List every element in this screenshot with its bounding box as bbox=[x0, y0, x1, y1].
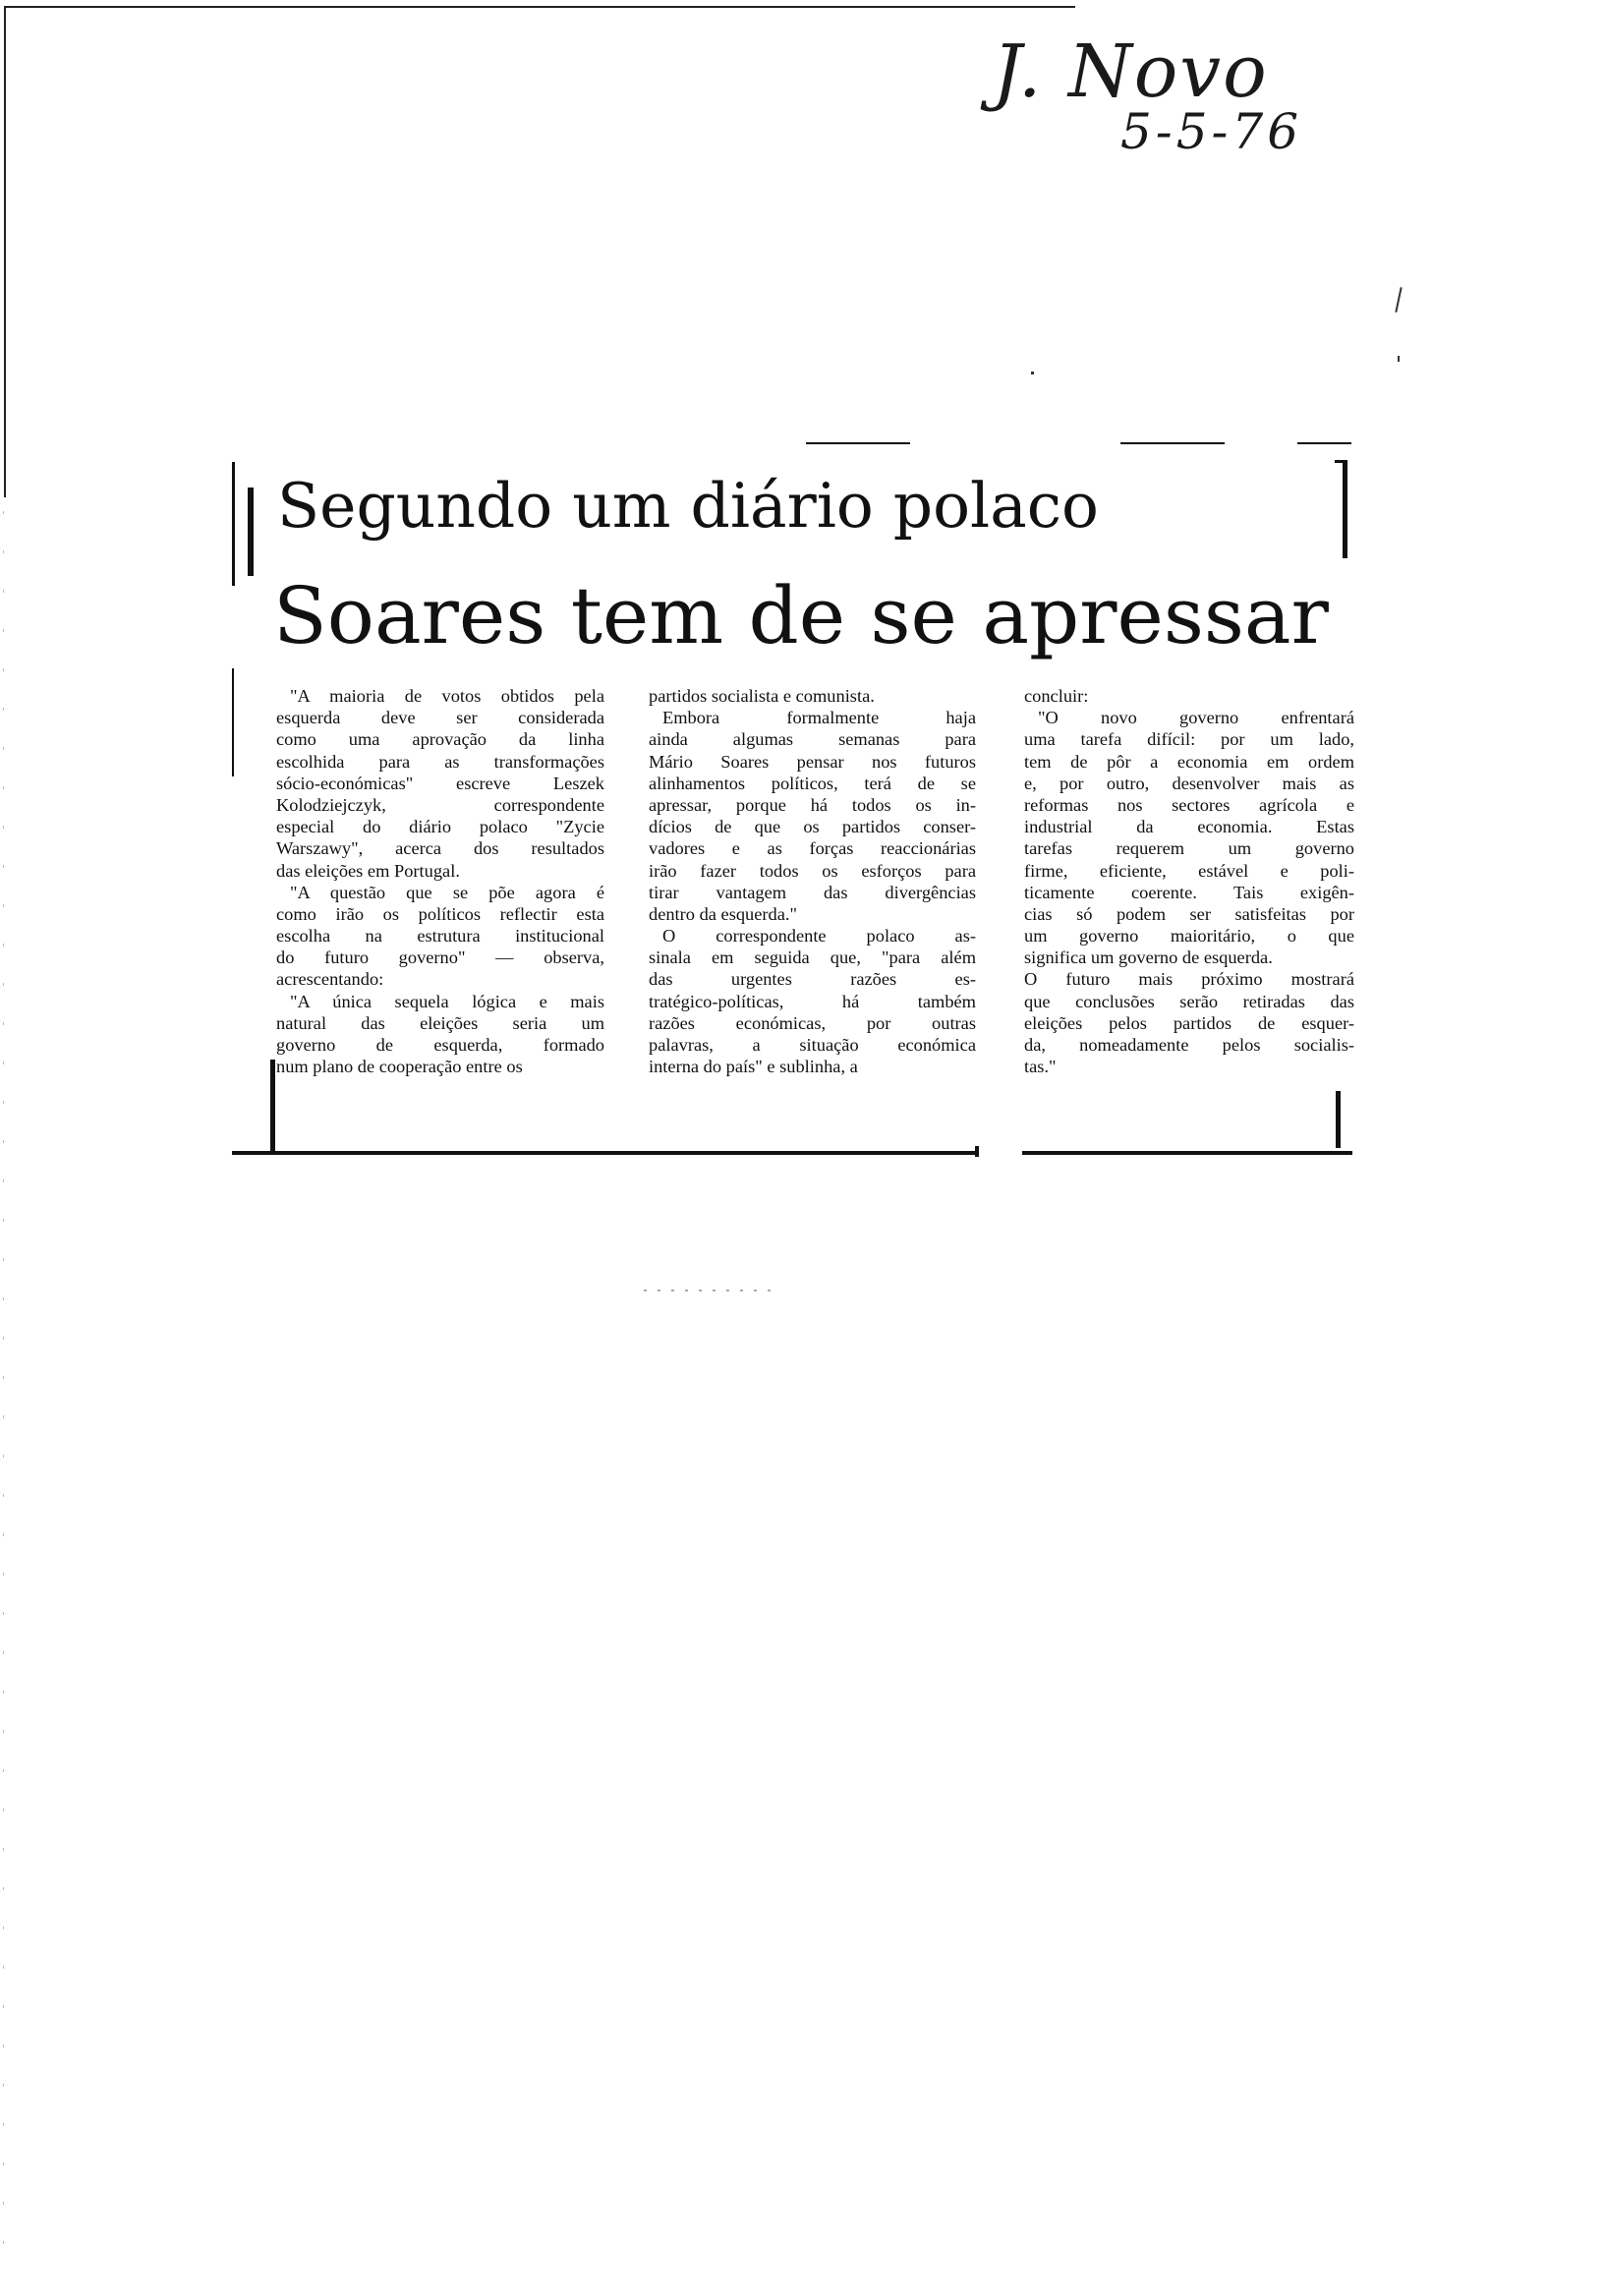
article-line: irão fazer todos os esforços para bbox=[649, 860, 976, 881]
article-line: interna do país" e sublinha, a bbox=[649, 1057, 858, 1077]
article-line: acrescentando: bbox=[276, 969, 384, 990]
bottom-rule-left bbox=[232, 1151, 979, 1155]
article-line: especial do diário polaco "Zycie bbox=[276, 817, 604, 837]
article-line: como uma aprovação da linha bbox=[276, 729, 604, 750]
article-line: ainda algumas semanas para bbox=[649, 729, 976, 750]
article-line: sócio-económicas" escreve Leszek bbox=[276, 773, 604, 793]
article-line: "O novo governo enfrentará bbox=[1038, 708, 1354, 728]
article-line: escolhida para as transformações bbox=[276, 751, 604, 772]
article-line: Mário Soares pensar nos futuros bbox=[649, 751, 976, 772]
column-3-bracket bbox=[1336, 1091, 1341, 1148]
article-line: da, nomeadamente pelos socialis- bbox=[1024, 1035, 1354, 1055]
article-line: tarefas requerem um governo bbox=[1024, 838, 1354, 859]
article-line: cias só podem ser satisfeitas por bbox=[1024, 903, 1354, 924]
article-line: vadores e as forças reaccionárias bbox=[649, 838, 976, 859]
column-left-rule bbox=[232, 668, 234, 776]
scan-margin-dots bbox=[3, 511, 4, 2280]
article-line: industrial da economia. Estas bbox=[1024, 817, 1354, 837]
article-column-2 bbox=[649, 685, 976, 1077]
article-line: firme, eficiente, estável e poli- bbox=[1024, 860, 1354, 881]
article-line: natural das eleições seria um bbox=[276, 1012, 604, 1033]
left-bracket-inner bbox=[248, 488, 254, 576]
article-line: dícios de que os partidos conser- bbox=[649, 817, 976, 837]
article-line: um governo maioritário, o que bbox=[1024, 926, 1354, 947]
article-line: alinhamentos políticos, terá de se bbox=[649, 773, 976, 793]
left-bracket-outer bbox=[232, 462, 235, 586]
article-line: concluir: bbox=[1024, 686, 1089, 706]
stray-mark bbox=[1031, 372, 1034, 374]
article-line: "A única sequela lógica e mais bbox=[290, 991, 604, 1011]
article-line: Kolodziejczyk, correspondente bbox=[276, 794, 604, 815]
right-bracket-foot bbox=[1335, 460, 1346, 463]
article-line: "A maioria de votos obtidos pela bbox=[290, 686, 604, 706]
article-line: dentro da esquerda." bbox=[649, 903, 797, 924]
article-line: ticamente coerente. Tais exigên- bbox=[1024, 882, 1354, 902]
article-line: O futuro mais próximo mostrará bbox=[1024, 969, 1354, 990]
article-line: "A questão que se põe agora é bbox=[290, 882, 604, 902]
article-line: governo de esquerda, formado bbox=[276, 1035, 604, 1055]
bottom-rule-right bbox=[1022, 1151, 1352, 1155]
article-headline: Soares tem de se apressar bbox=[273, 570, 1329, 661]
top-rule bbox=[1297, 442, 1351, 444]
top-rule bbox=[806, 442, 910, 444]
faint-scan-dots bbox=[644, 1290, 781, 1292]
article-line: tas." bbox=[1024, 1057, 1057, 1077]
article-line: significa um governo de esquerda. bbox=[1024, 947, 1273, 968]
handwritten-paper-name: J. Novo bbox=[993, 29, 1269, 114]
article-column-3 bbox=[1024, 685, 1354, 1077]
article-column-1 bbox=[276, 685, 604, 1077]
article-line: Warszawy", acerca dos resultados bbox=[276, 838, 604, 859]
article-line: escolha na estrutura institucional bbox=[276, 926, 604, 947]
article-line: apressar, porque há todos os in- bbox=[649, 794, 976, 815]
article-line: reformas nos sectores agrícola e bbox=[1024, 794, 1354, 815]
article-line: e, por outro, desenvolver mais as bbox=[1024, 773, 1354, 793]
article-line: O correspondente polaco as- bbox=[662, 926, 976, 947]
article-line: que conclusões serão retiradas das bbox=[1024, 991, 1354, 1011]
column-1-bracket bbox=[270, 1060, 275, 1153]
article-line: eleições pelos partidos de esquer- bbox=[1024, 1012, 1354, 1033]
article-kicker: Segundo um diário polaco bbox=[277, 470, 1099, 542]
article-line: do futuro governo" — observa, bbox=[276, 947, 604, 968]
article-line: das eleições em Portugal. bbox=[276, 860, 460, 881]
page-frame-top bbox=[4, 6, 1075, 8]
article-line: razões económicas, por outras bbox=[649, 1012, 976, 1033]
article-line: uma tarefa difícil: por um lado, bbox=[1024, 729, 1354, 750]
article-line: tirar vantagem das divergências bbox=[649, 882, 976, 902]
page-frame-left bbox=[4, 6, 6, 497]
handwritten-date: 5-5-76 bbox=[1120, 103, 1303, 160]
article-line: num plano de cooperação entre os bbox=[276, 1057, 523, 1077]
article-line: partidos socialista e comunista. bbox=[649, 686, 875, 706]
article-line: Embora formalmente haja bbox=[662, 708, 976, 728]
right-bracket bbox=[1343, 460, 1347, 558]
stray-mark bbox=[1398, 356, 1400, 362]
article-line: palavras, a situação económica bbox=[649, 1035, 976, 1055]
article-line: tem de pôr a economia em ordem bbox=[1024, 751, 1354, 772]
article-line: como irão os políticos reflectir esta bbox=[276, 903, 604, 924]
article-line: das urgentes razões es- bbox=[649, 969, 976, 990]
stray-mark bbox=[1395, 287, 1402, 313]
bottom-rule-left-end bbox=[975, 1146, 979, 1157]
article-line: sinala em seguida que, "para além bbox=[649, 947, 976, 968]
top-rule bbox=[1120, 442, 1225, 444]
article-line: esquerda deve ser considerada bbox=[276, 708, 604, 728]
article-line: tratégico-políticas, há também bbox=[649, 991, 976, 1011]
